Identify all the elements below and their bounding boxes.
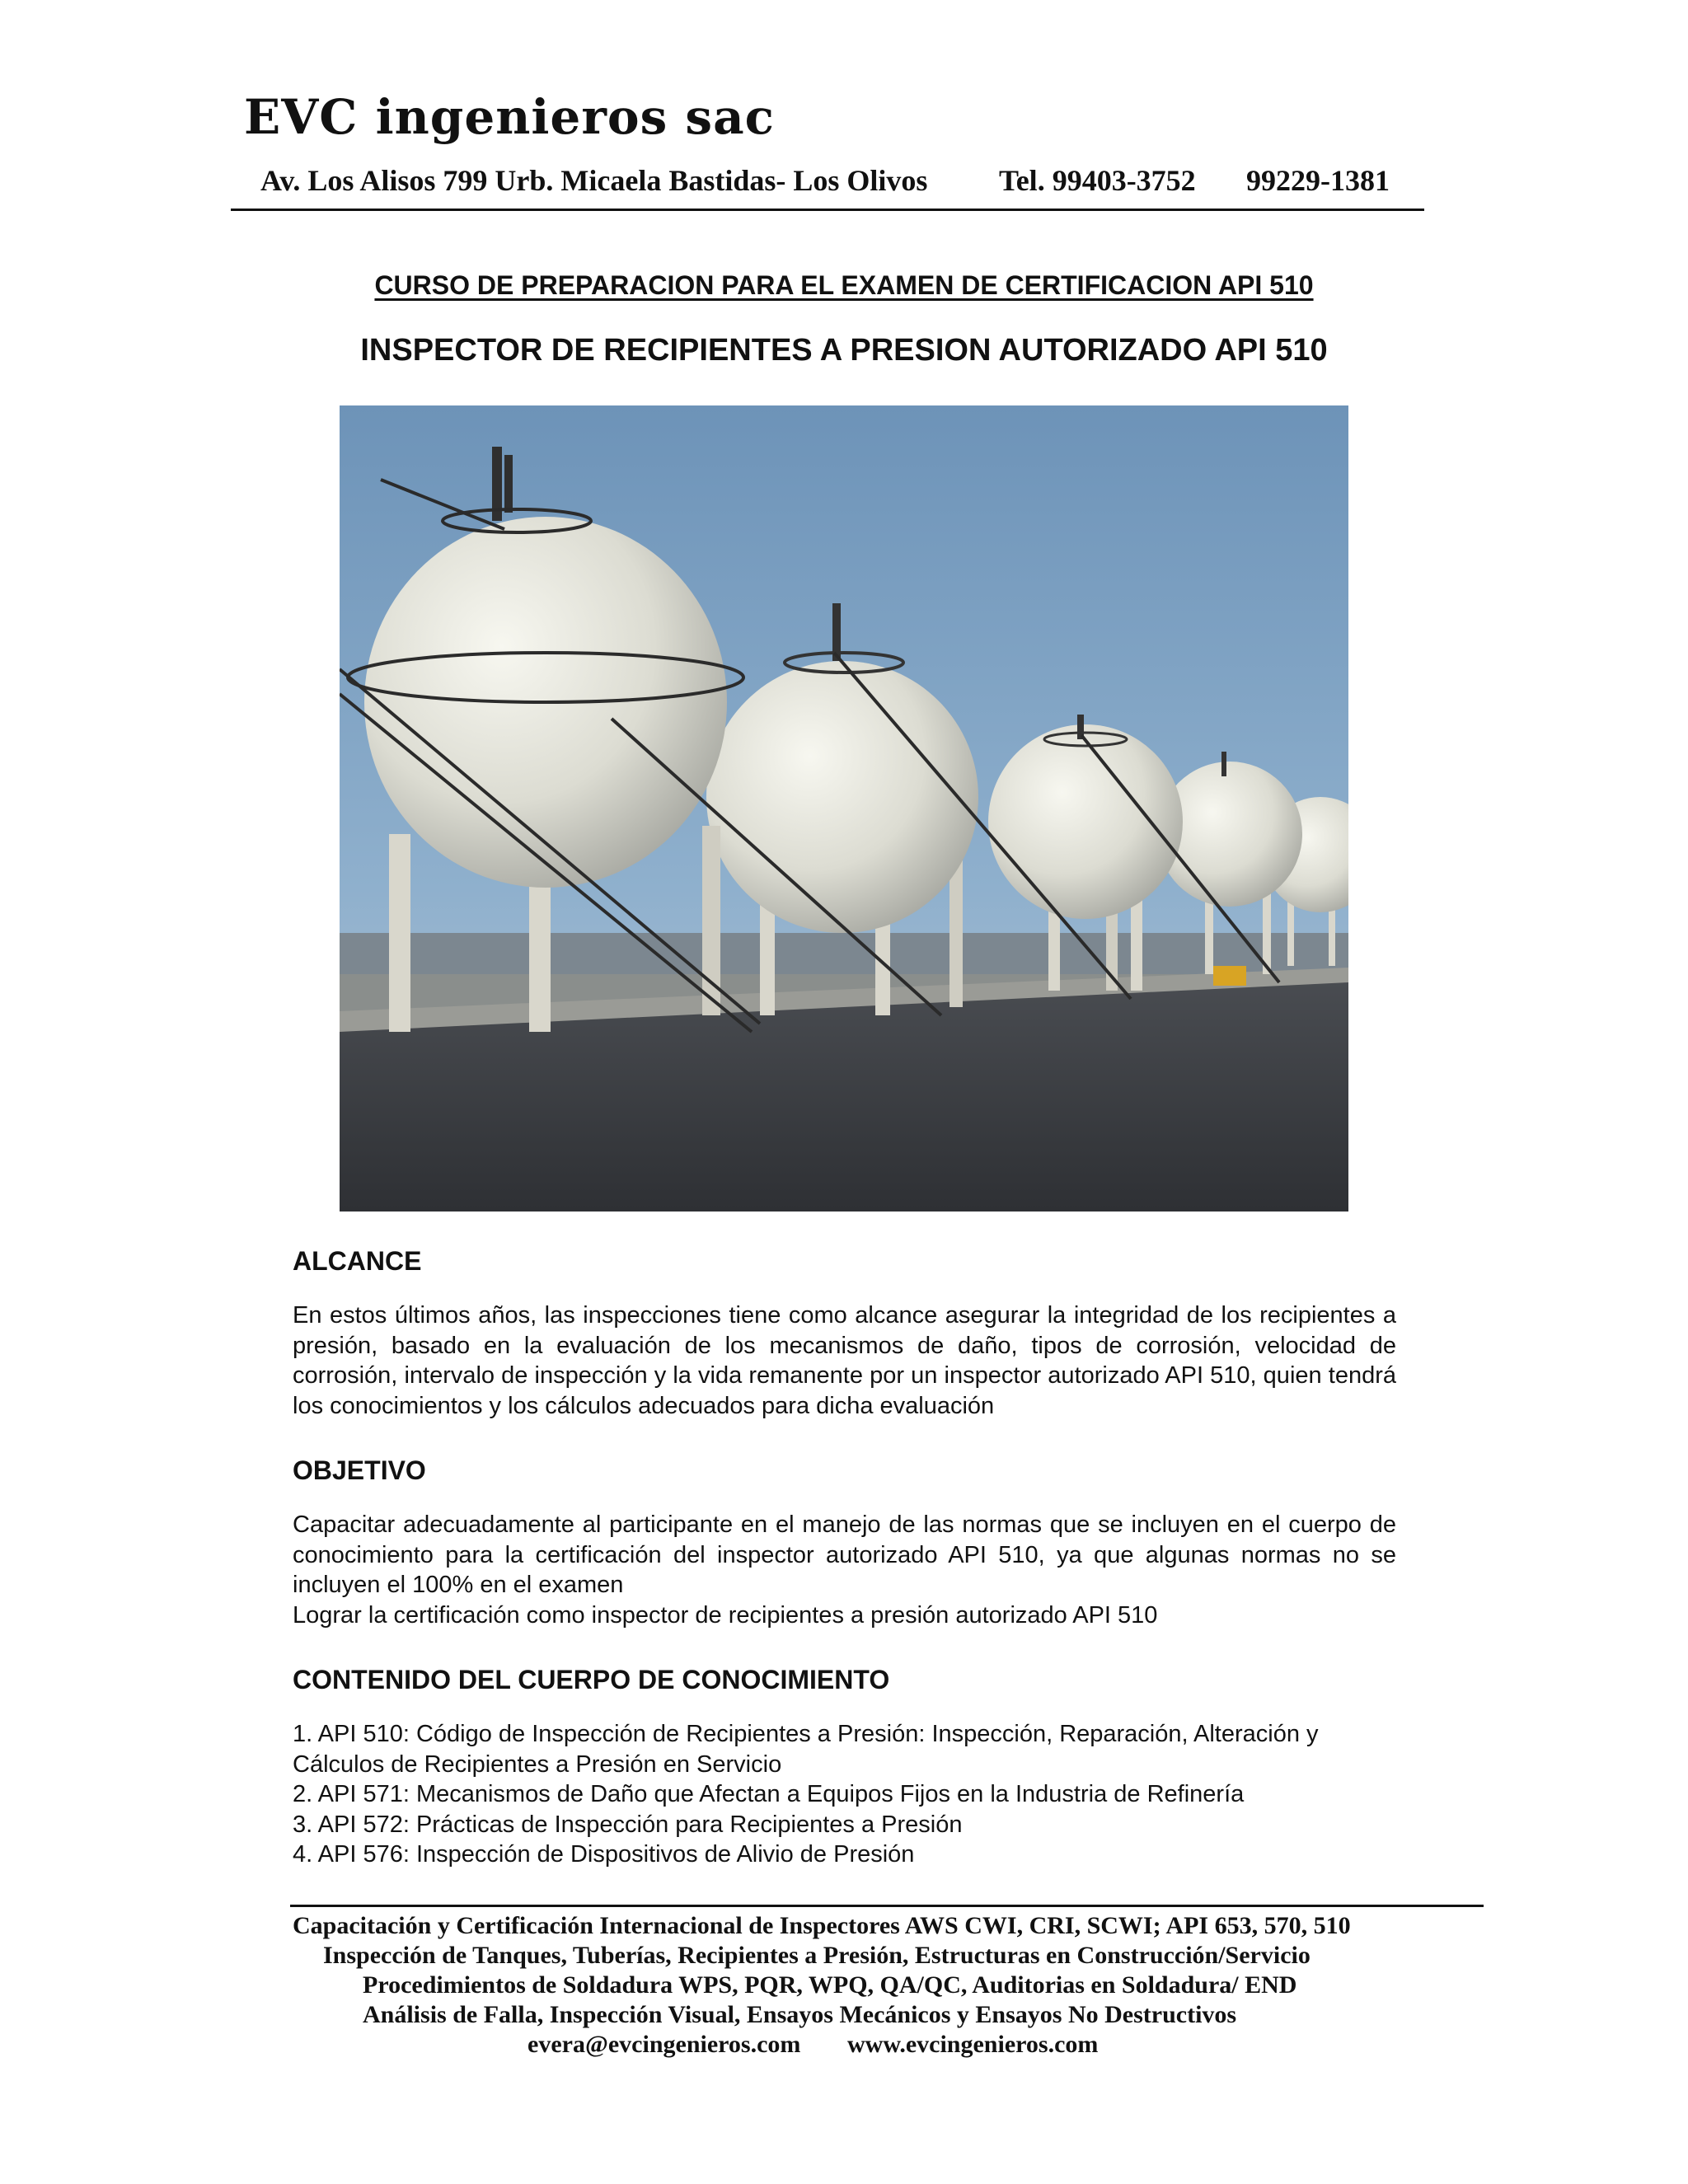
list-item: 4. API 576: Inspección de Dispositivos de Alivio de Presión [293, 1841, 915, 1868]
footer-line-4: Análisis de Falla, Inspección Visual, Ensayos Mecánicos y Ensayos No Destructivos [363, 2001, 1237, 2028]
footer-website[interactable]: www.evcingenieros.com [847, 2031, 1099, 2058]
main-title: INSPECTOR DE RECIPIENTES A PRESION AUTORIZADO API 510 [360, 333, 1328, 368]
footer-rule [290, 1905, 1484, 1907]
contenido-list [293, 1719, 1396, 1870]
phone-2: 99229-1381 [1246, 164, 1390, 197]
footer-line-1: Capacitación y Certificación Internacional de Inspectores AWS CWI, CRI, SCWI; API 653, 570, 510 [293, 1912, 1351, 1939]
footer-email[interactable]: evera@evcingenieros.com [528, 2031, 801, 2058]
objetivo-paragraph-2: Lograr la certificación como inspector de recipientes a presión autorizado API 510 [293, 1601, 1158, 1629]
alcance-heading: ALCANCE [293, 1246, 422, 1276]
list-item: 3. API 572: Prácticas de Inspección para Recipientes a Presión [293, 1811, 963, 1838]
header-rule [231, 209, 1424, 211]
pressure-vessels-photo [340, 405, 1348, 1212]
objetivo-paragraph-1: Capacitar adecuadamente al participante en el manejo de las normas que se incluyen en el cuerpo de conocimiento para la certificación del inspector autorizado API 510, ya que algunas normas no se incluyen el 100% en el examen [293, 1511, 1396, 1598]
list-item: 2. API 571: Mecanismos de Daño que Afectan a Equipos Fijos en la Industria de Refinería [293, 1781, 1245, 1807]
alcance-paragraph: En estos últimos años, las inspecciones tiene como alcance asegurar la integridad de los recipientes a presión, basado en la evaluación de los mecanismos de daño, tipos de corrosión, velocidad de corrosión, intervalo de inspección y la vida remanente por un inspector autorizado API 510, quien tendrá los conocimientos y los cálculos adecuados para dicha evaluación [293, 1302, 1396, 1419]
footer-line-3: Procedimientos de Soldadura WPS, PQR, WPQ, QA/QC, Auditorias en Soldadura/ END [363, 1971, 1297, 1999]
company-name: EVC ingenieros sac [244, 89, 775, 145]
objetivo-text [293, 1510, 1396, 1630]
footer-line-2: Inspección de Tanques, Tuberías, Recipientes a Presión, Estructuras en Construcción/Servicio [323, 1942, 1311, 1969]
address-line [260, 163, 1431, 204]
address: Av. Los Alisos 799 Urb. Micaela Bastidas- Los Olivos [260, 164, 928, 197]
phone: Tel. 99403-3752 [999, 164, 1196, 197]
contenido-heading: CONTENIDO DEL CUERPO DE CONOCIMIENTO [293, 1665, 890, 1694]
list-item: 1. API 510: Código de Inspección de Recipientes a Presión: Inspección, Reparación, Alteración y Cálculos de Recipientes a Presión en Servicio [293, 1721, 1319, 1778]
objetivo-heading: OBJETIVO [293, 1455, 426, 1485]
spherical-tanks-illustration [340, 405, 1348, 1212]
course-title: CURSO DE PREPARACION PARA EL EXAMEN DE CERTIFICACION API 510 [374, 270, 1314, 300]
alcance-text [293, 1301, 1396, 1421]
